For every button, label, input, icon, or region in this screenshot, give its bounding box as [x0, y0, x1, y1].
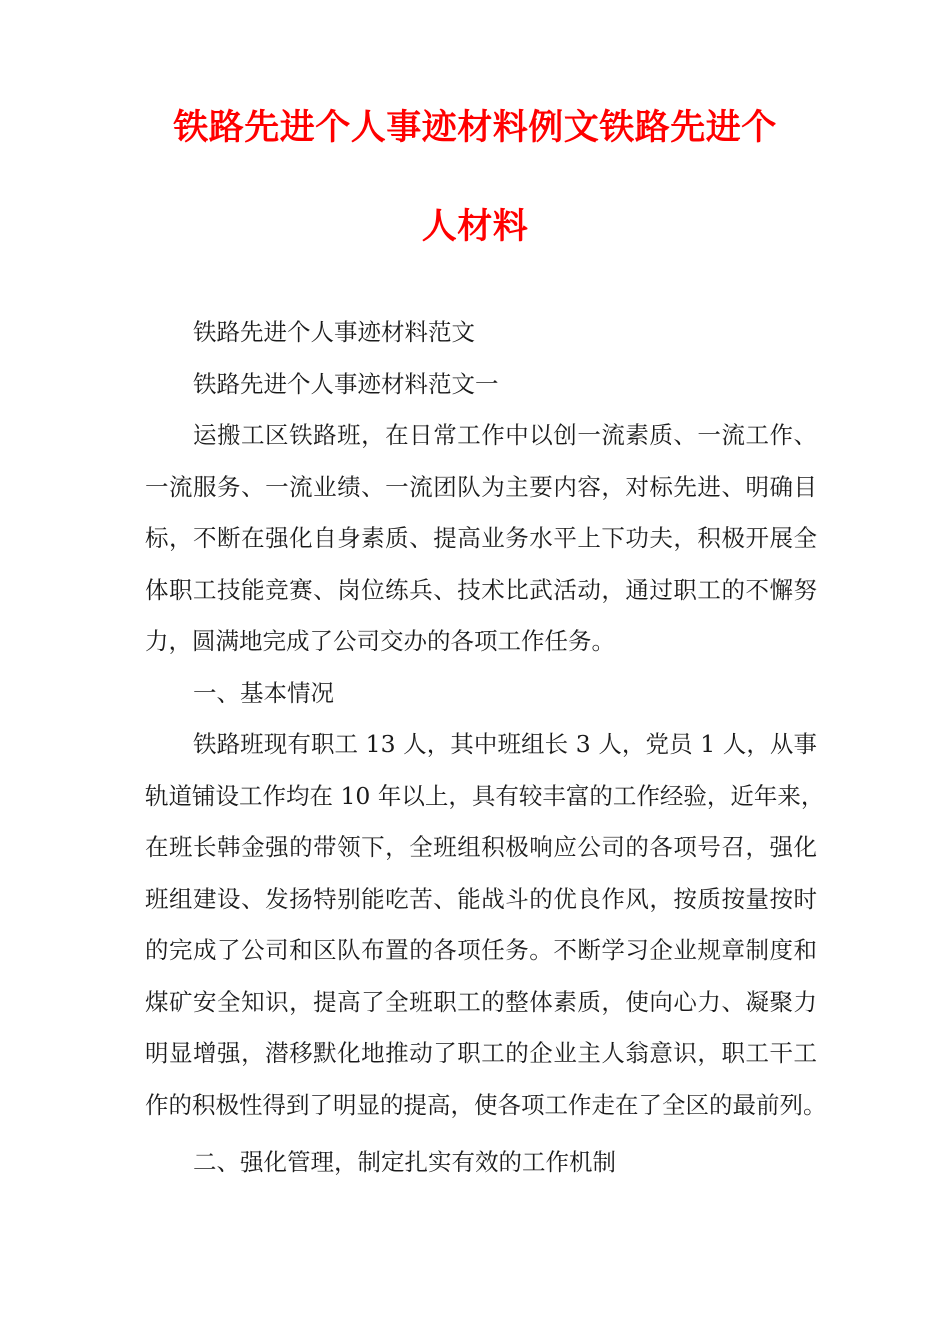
paragraph-line: 轨道铺设工作均在 10 年以上，具有较丰富的工作经验，近年来，	[145, 781, 825, 810]
section-heading-basic-info: 一、基本情况	[193, 678, 334, 707]
paragraph-line: 铁路班现有职工 13 人，其中班组长 3 人，党员 1 人，从事	[193, 730, 817, 758]
paragraph-line: 明显增强，潜移默化地推动了职工的企业主人翁意识，职工干工	[145, 1039, 817, 1067]
document-title-line-2: 人材料	[421, 207, 529, 247]
paragraph-line: 班组建设、发扬特别能吃苦、能战斗的优良作风，按质按量按时	[145, 884, 817, 913]
paragraph-line: 一流服务、一流业绩、一流团队为主要内容，对标先进、明确目	[145, 472, 817, 501]
section-heading-management: 二、强化管理，制定扎实有效的工作机制	[193, 1148, 616, 1176]
paragraph-line: 体职工技能竞赛、岗位练兵、技术比武活动，通过职工的不懈努	[145, 575, 817, 604]
document-title-line-1: 铁路先进个人事迹材料例文铁路先进个	[173, 108, 777, 148]
document-body	[145, 307, 827, 1189]
paragraph-line: 的完成了公司和区队布置的各项任务。不断学习企业规章制度和	[145, 936, 817, 964]
section-subheading: 铁路先进个人事迹材料范文一	[193, 369, 499, 398]
paragraph-line: 标，不断在强化自身素质、提高业务水平上下功夫，积极开展全	[145, 524, 817, 552]
paragraph-line: 在班长韩金强的带领下，全班组积极响应公司的各项号召，强化	[145, 833, 817, 861]
paragraph-line: 作的积极性得到了明显的提高，使各项工作走在了全区的最前列。	[145, 1090, 827, 1119]
section-heading: 铁路先进个人事迹材料范文	[193, 318, 475, 346]
paragraph-line: 力，圆满地完成了公司交办的各项工作任务。	[145, 627, 615, 655]
paragraph-line: 运搬工区铁路班，在日常工作中以创一流素质、一流工作、	[193, 421, 817, 449]
paragraph-line: 煤矿安全知识，提高了全班职工的整体素质，使向心力、凝聚力	[145, 987, 817, 1016]
